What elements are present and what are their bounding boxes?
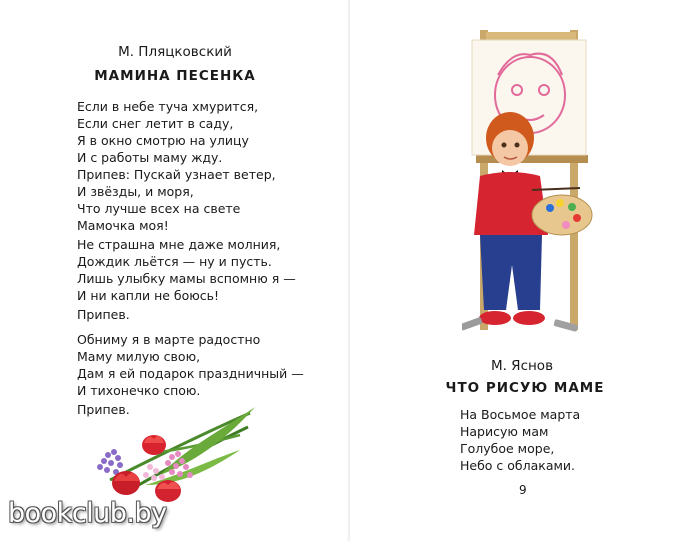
poem-author: М. Пляцковский bbox=[118, 44, 232, 60]
stanza: Припев: Пускай узнает ветер, И звёзды, и моря, Что лучше всех на свете Мамочка моя! bbox=[77, 167, 276, 233]
boy-painter-at-easel-icon bbox=[462, 20, 602, 340]
stanza: Не страшна мне даже молния, Дождик льётся — ну и пусть. Лишь улыбку мамы вспомню я — И ни капли не боюсь! bbox=[77, 237, 296, 303]
poem-title: ЧТО РИСУЮ МАМЕ bbox=[445, 380, 605, 396]
stanza: Если в небе туча хмурится, Если снег летит в саду, Я в окно смотрю на улицу И с работы маму жду. bbox=[77, 99, 259, 165]
poem-title: МАМИНА ПЕСЕНКА bbox=[94, 68, 256, 84]
tulips-bouquet-icon bbox=[90, 405, 260, 505]
stanza: Припев. bbox=[77, 402, 130, 417]
stanza: Обниму я в марте радостно Маму милую свою, Дам я ей подарок праздничный — И тихонечко спою. bbox=[77, 332, 304, 398]
page-number: 9 bbox=[519, 483, 527, 497]
watermark: bookclub.by bbox=[8, 498, 167, 529]
right-page bbox=[350, 0, 700, 541]
stanza: На Восьмое марта Нарисую мам Голубое море, Небо с облаками. bbox=[460, 407, 581, 473]
poem-author: М. Яснов bbox=[490, 358, 554, 374]
stanza: Припев. bbox=[77, 307, 130, 322]
